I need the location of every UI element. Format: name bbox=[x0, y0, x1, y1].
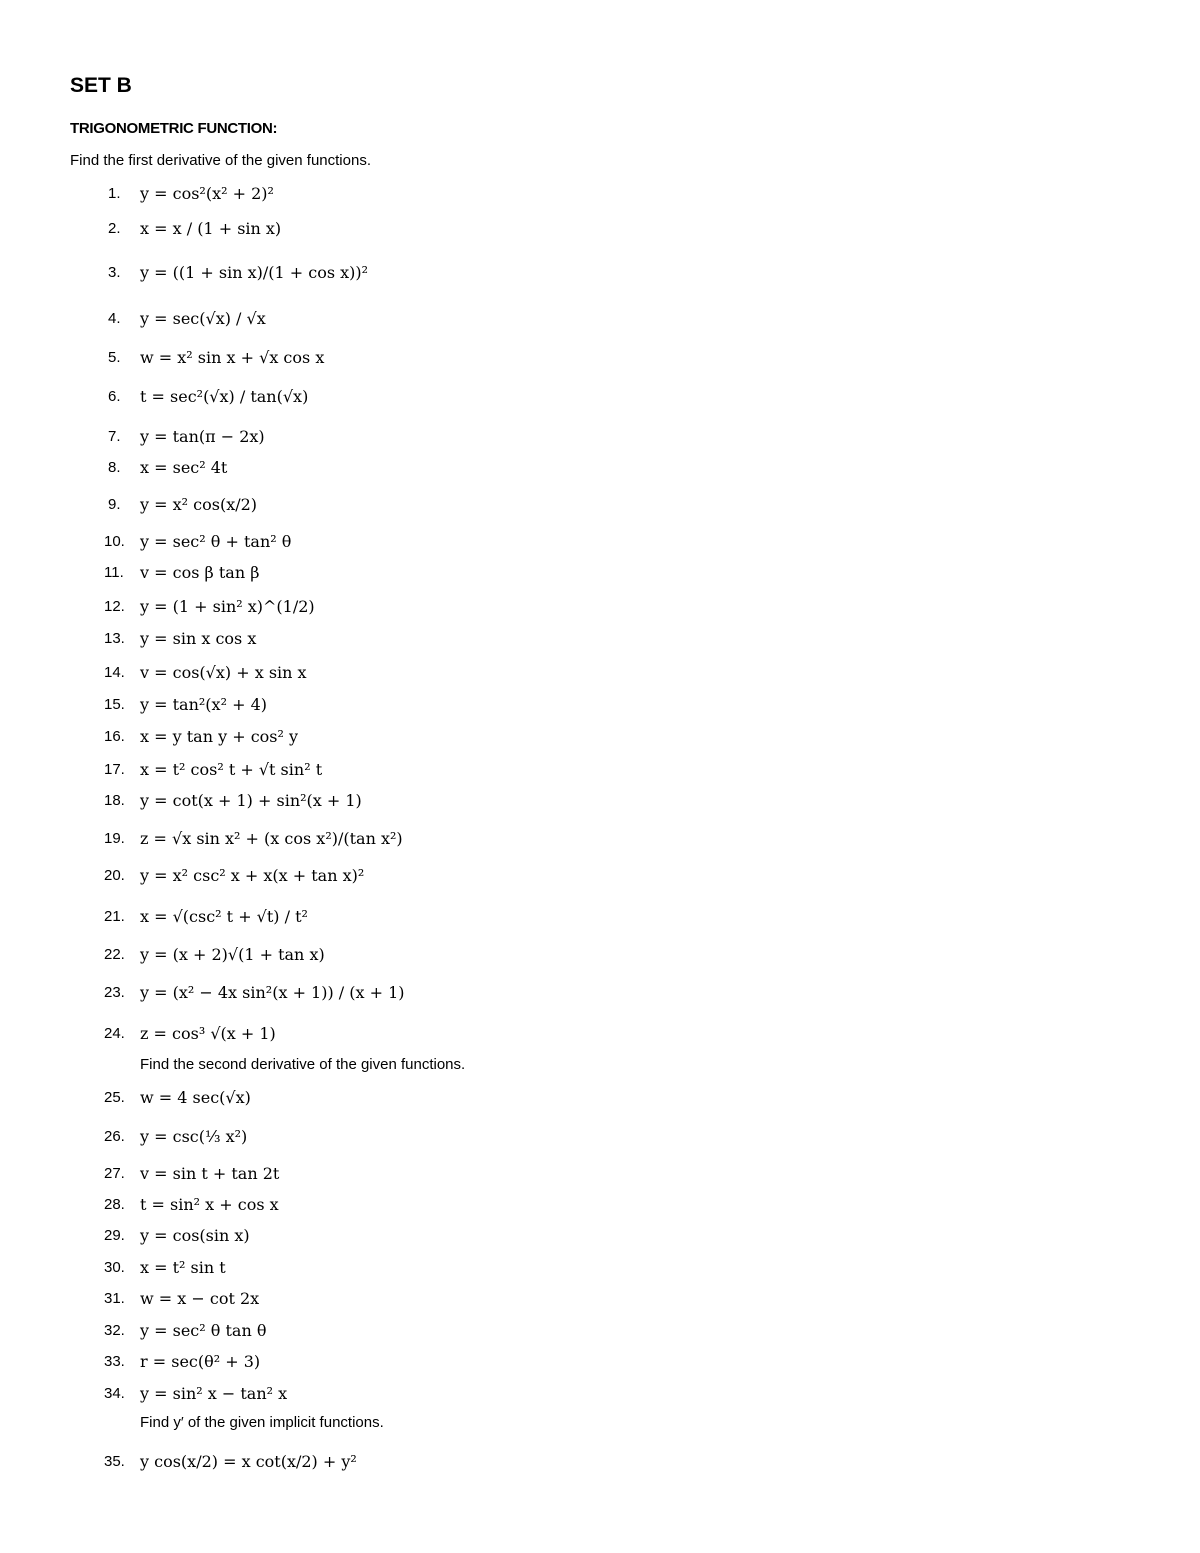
problem-expression: y = x² csc² x + x(x + tan x)² bbox=[140, 865, 365, 885]
problem-number: 28. bbox=[104, 1195, 125, 1213]
problem-expression: w = x² sin x + √x cos x bbox=[140, 347, 325, 367]
problem-item bbox=[0, 452, 1200, 482]
problem-number: 22. bbox=[104, 945, 125, 963]
problem-item bbox=[0, 557, 1200, 587]
problem-number: 27. bbox=[104, 1164, 125, 1182]
problem-item bbox=[0, 823, 1200, 853]
set-title: SET B bbox=[70, 74, 132, 97]
instruction-first-derivative: Find the first derivative of the given functions. bbox=[70, 152, 371, 169]
problem-item bbox=[0, 421, 1200, 451]
problem-item bbox=[0, 489, 1200, 519]
problem-number: 12. bbox=[104, 597, 125, 615]
problem-item bbox=[0, 1283, 1200, 1313]
problem-item bbox=[0, 213, 1200, 243]
problem-expression: y = (x + 2)√(1 + tan x) bbox=[140, 944, 325, 964]
problem-expression: r = sec(θ² + 3) bbox=[140, 1351, 261, 1371]
problem-item bbox=[0, 526, 1200, 556]
problem-expression: y = cos²(x² + 2)² bbox=[140, 183, 274, 203]
problem-expression: y = (x² − 4x sin²(x + 1)) / (x + 1) bbox=[140, 982, 405, 1002]
problem-expression: x = x / (1 + sin x) bbox=[140, 218, 282, 238]
problem-number: 14. bbox=[104, 663, 125, 681]
problem-item bbox=[0, 178, 1200, 208]
problem-expression: w = 4 sec(√x) bbox=[140, 1087, 251, 1107]
problem-number: 18. bbox=[104, 791, 125, 809]
problem-number: 17. bbox=[104, 760, 125, 778]
problem-number: 33. bbox=[104, 1352, 125, 1370]
problem-expression: z = √x sin x² + (x cos x²)/(tan x²) bbox=[140, 828, 403, 848]
problem-item bbox=[0, 657, 1200, 687]
problem-item bbox=[0, 1121, 1200, 1151]
problem-expression: y = tan(π − 2x) bbox=[140, 426, 265, 446]
problem-item bbox=[0, 257, 1200, 287]
problem-item bbox=[0, 754, 1200, 784]
problem-expression: v = cos β tan β bbox=[140, 562, 260, 582]
problem-item bbox=[0, 689, 1200, 719]
problem-number: 23. bbox=[104, 983, 125, 1001]
problem-expression: v = cos(√x) + x sin x bbox=[140, 662, 307, 682]
problem-number: 2. bbox=[108, 219, 121, 237]
problem-number: 13. bbox=[104, 629, 125, 647]
problem-number: 15. bbox=[104, 695, 125, 713]
problem-expression: y = sec² θ + tan² θ bbox=[140, 531, 292, 551]
problem-number: 10. bbox=[104, 532, 125, 550]
problem-number: 20. bbox=[104, 866, 125, 884]
problem-expression: y = csc(⅓ x²) bbox=[140, 1126, 248, 1146]
problem-number: 7. bbox=[108, 427, 121, 445]
problem-expression: y = sin x cos x bbox=[140, 628, 257, 648]
problem-item bbox=[0, 860, 1200, 890]
problem-item bbox=[0, 1346, 1200, 1376]
problem-number: 4. bbox=[108, 309, 121, 327]
problem-expression: y = tan²(x² + 4) bbox=[140, 694, 267, 714]
problem-number: 19. bbox=[104, 829, 125, 847]
problem-item bbox=[0, 721, 1200, 751]
problem-expression: y = cos(sin x) bbox=[140, 1225, 250, 1245]
problem-item bbox=[0, 1446, 1200, 1476]
problem-expression: t = sec²(√x) / tan(√x) bbox=[140, 386, 309, 406]
problem-number: 16. bbox=[104, 727, 125, 745]
problem-expression: y = (1 + sin² x)^(1/2) bbox=[140, 596, 315, 616]
problem-item bbox=[0, 785, 1200, 815]
problem-number: 30. bbox=[104, 1258, 125, 1276]
problem-number: 32. bbox=[104, 1321, 125, 1339]
instruction-second-derivative: Find the second derivative of the given functions. bbox=[140, 1056, 466, 1073]
instruction-implicit: Find y′ of the given implicit functions. bbox=[140, 1414, 384, 1431]
problem-number: 25. bbox=[104, 1088, 125, 1106]
problem-number: 34. bbox=[104, 1384, 125, 1402]
problem-number: 26. bbox=[104, 1127, 125, 1145]
problem-item bbox=[0, 342, 1200, 372]
problem-number: 9. bbox=[108, 495, 121, 513]
problem-expression: v = sin t + tan 2t bbox=[140, 1163, 280, 1183]
problem-item bbox=[0, 303, 1200, 333]
section-title: TRIGONOMETRIC FUNCTION: bbox=[70, 120, 278, 137]
problem-expression: x = sec² 4t bbox=[140, 457, 228, 477]
problem-expression: z = cos³ √(x + 1) bbox=[140, 1023, 276, 1043]
problem-expression: x = t² cos² t + √t sin² t bbox=[140, 759, 323, 779]
problem-item bbox=[0, 1082, 1200, 1112]
problem-number: 11. bbox=[104, 563, 124, 581]
problem-item bbox=[0, 623, 1200, 653]
problem-expression: y = sec(√x) / √x bbox=[140, 308, 266, 328]
problem-item bbox=[0, 977, 1200, 1007]
problem-item bbox=[0, 1220, 1200, 1250]
problem-expression: y = cot(x + 1) + sin²(x + 1) bbox=[140, 790, 362, 810]
problem-item bbox=[0, 591, 1200, 621]
problem-item bbox=[0, 1378, 1200, 1408]
problem-expression: y cos(x/2) = x cot(x/2) + y² bbox=[140, 1451, 357, 1471]
problem-number: 24. bbox=[104, 1024, 125, 1042]
problem-number: 1. bbox=[108, 184, 121, 202]
problem-number: 3. bbox=[108, 263, 121, 281]
problem-number: 5. bbox=[108, 348, 121, 366]
problem-expression: x = t² sin t bbox=[140, 1257, 226, 1277]
problem-number: 35. bbox=[104, 1452, 125, 1470]
problem-item bbox=[0, 901, 1200, 931]
problem-item bbox=[0, 939, 1200, 969]
problem-expression: x = y tan y + cos² y bbox=[140, 726, 299, 746]
problem-number: 31. bbox=[104, 1289, 125, 1307]
problem-number: 29. bbox=[104, 1226, 125, 1244]
problem-item bbox=[0, 1158, 1200, 1188]
problem-expression: w = x − cot 2x bbox=[140, 1288, 260, 1308]
problem-item bbox=[0, 1252, 1200, 1282]
problem-expression: y = x² cos(x/2) bbox=[140, 494, 258, 514]
problem-expression: y = ((1 + sin x)/(1 + cos x))² bbox=[140, 262, 369, 282]
problem-number: 21. bbox=[104, 907, 125, 925]
problem-item bbox=[0, 381, 1200, 411]
problem-number: 6. bbox=[108, 387, 121, 405]
problem-item bbox=[0, 1189, 1200, 1219]
problem-expression: x = √(csc² t + √t) / t² bbox=[140, 906, 308, 926]
problem-item bbox=[0, 1315, 1200, 1345]
problem-expression: y = sec² θ tan θ bbox=[140, 1320, 267, 1340]
problem-item bbox=[0, 1018, 1200, 1048]
problem-expression: t = sin² x + cos x bbox=[140, 1194, 279, 1214]
problem-number: 8. bbox=[108, 458, 121, 476]
problem-expression: y = sin² x − tan² x bbox=[140, 1383, 288, 1403]
